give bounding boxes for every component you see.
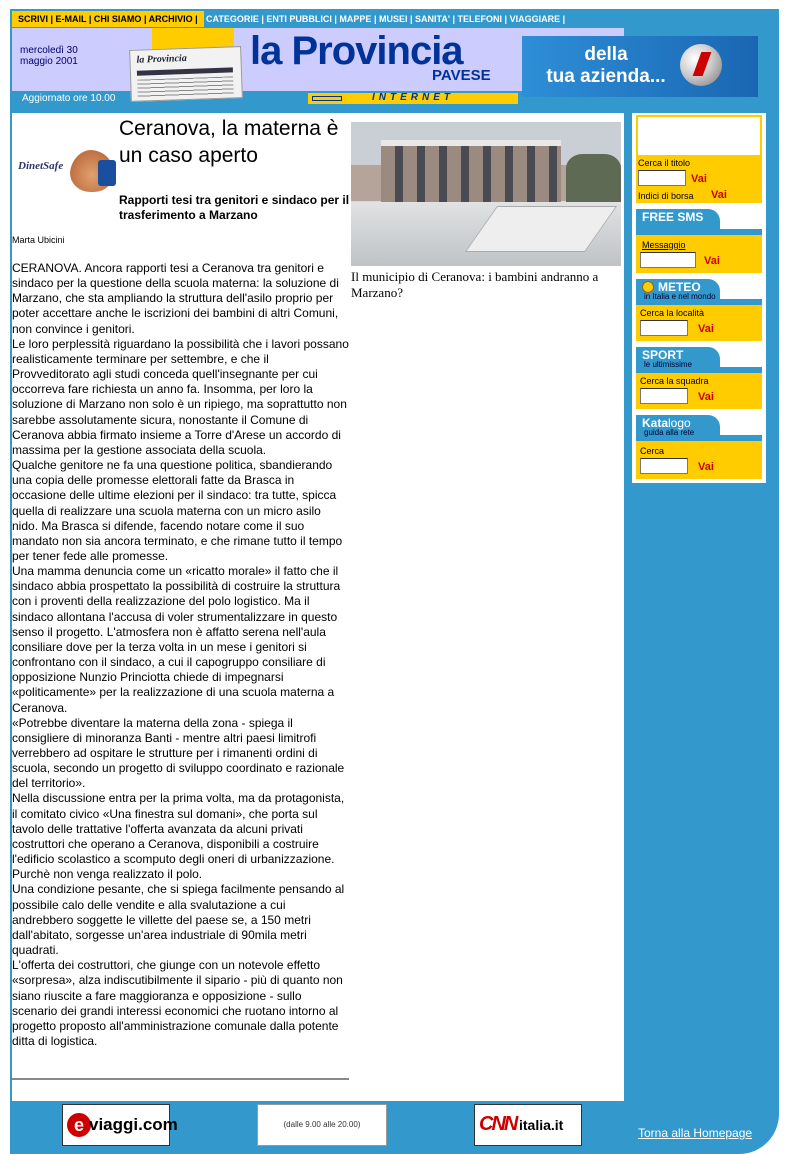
article-title: Ceranova, la materna è un caso aperto	[119, 117, 339, 167]
newspaper-title: la Provincia	[136, 52, 187, 66]
photo-trees	[566, 154, 621, 202]
top-nav-right	[206, 11, 636, 27]
ad-banner[interactable]	[522, 36, 758, 97]
article-divider	[12, 1078, 349, 1080]
header-update-time: Aggiornato ore 10.00	[22, 93, 116, 104]
katalogo-subtitle: guida alla rete	[644, 428, 695, 437]
homepage-link[interactable]: Torna alla Homepage	[638, 1126, 753, 1140]
newspaper-strip	[137, 67, 233, 75]
sport-title: SPORT	[642, 348, 684, 362]
eviaggi-logo-text: viaggi.com	[89, 1115, 178, 1134]
nav-separator: |	[407, 14, 416, 24]
nav-separator: |	[450, 14, 458, 24]
article-paragraph: Una mamma denuncia come un «ricatto morale» il fatto che il sindaco abbia prospettato la possibilità di costruire la struttura con i proventi della realizzazione del polo logistico. Ma il sindaco allontana l'accusa di voler strumentalizzare in questo senso il progetto. L'atmosfera non è affatto serena nell'aula consiliare dove per la terza volta in un mese i genitori si confrontano con il sindaco, a cui il capogruppo consiliare di opposizione Nunzio Princiotta chiede di impegnarsi «politicamente» per la realizzazione di una scuola materna a Ceranova.	[12, 564, 341, 715]
logo-dash	[312, 96, 342, 101]
nav-link-sanita[interactable]: SANITA'	[415, 14, 450, 24]
main-content	[12, 113, 624, 1101]
nav-link-musei[interactable]: MUSEI	[378, 14, 408, 24]
sms-tab	[636, 209, 762, 235]
article-paragraph: Una condizione pesante, che si spiega facilmente pensando al possibile calo delle vendite e alla svalutazione a cui andrebbero soggette le villette del paese se, a 150 metri dall'abitato, sorgesse un'area industriale di 90mila metri quadrati.	[12, 882, 345, 958]
article-paragraph: L'offerta dei costruttori, che giunge con un notevole effetto «sorpresa», alza indiscutibilmente il sipario - più di quanto non siano riuscite a fare maggioranza e opposizione - sullo scenario dei grandi interessi economici che ruotano intorno al progetto proposto all'amministrazione comunale dalla potente ditta di logistica.	[12, 958, 343, 1048]
nav-separator: |	[331, 14, 340, 24]
search-title-box	[636, 115, 762, 203]
right-sidebar	[632, 113, 766, 483]
meteo-go-button[interactable]: Vai	[698, 323, 714, 335]
meteo-location-input[interactable]	[640, 320, 688, 336]
photo-building	[381, 142, 561, 202]
meteo-title: METEO	[658, 280, 701, 294]
nav-link-scrivi[interactable]: SCRIVI	[18, 14, 49, 24]
photo-roof	[381, 140, 561, 146]
nav-link-archivio[interactable]: ARCHIVIO	[148, 14, 193, 24]
katalogo-search-label: Cerca	[640, 446, 665, 456]
top-nav-left	[12, 11, 204, 27]
nav-separator: |	[141, 14, 149, 24]
article-subtitle: Rapporti tesi tra genitori e sindaco per il trasferimento a Marzano	[119, 193, 350, 222]
katalogo-go-button[interactable]: Vai	[698, 461, 714, 473]
sport-tab	[636, 347, 762, 373]
dinet-safe-logo: DinetSafe	[18, 160, 64, 172]
header-date: mercoledì 30 maggio 2001	[20, 45, 78, 67]
sleeve-icon	[98, 160, 116, 186]
nav-separator: |	[371, 14, 379, 24]
article-paragraph: Nella discussione entra per la prima volta, ma da protagonista, il comitato civico «Una finestra sul domani», che porta sul tavolo delle trattative l'offerta avanzata da alcuni privati costruttori che operano a Ceranova, disponibili a costruire l'edificio scolastico a scomputo degli oneri di urbanizzazione. Purchè non venga realizzato il polo.	[12, 791, 345, 882]
nav-separator: |	[192, 14, 198, 24]
article-paragraph: Le loro perplessità riguardano la possibilità che i lavori possano realisticamente terminare per settembre, e che il Provveditorato agli studi conceda quell'insegnante per cui occorreva fare richiesta un anno fa. Insomma, per loro la soluzione di Marzano non solo è un ripiego, ma soprattutto non sarebbe assolutamente sicura, nonostante il Comune di Ceranova abbia firmato insieme a Torre d'Arese un accordo di massima per la gestione associata della scuola.	[12, 336, 349, 457]
newspaper-text-lines	[137, 76, 234, 97]
sport-box	[636, 373, 762, 409]
nav-separator: |	[502, 14, 510, 24]
sms-box	[636, 235, 762, 273]
hours-box	[257, 1104, 387, 1146]
hours-text: (dalle 9.00 alle 20.00)	[283, 1120, 361, 1129]
sport-go-button[interactable]: Vai	[698, 391, 714, 403]
site-logo-subtitle: PAVESE	[432, 67, 491, 84]
eviaggi-ad[interactable]	[62, 1104, 178, 1146]
site-logo-title[interactable]: la Provincia	[250, 29, 463, 73]
nav-link-telefoni[interactable]: TELEFONI	[457, 14, 503, 24]
katalogo-title-rest: logo	[668, 416, 691, 430]
sport-team-label: Cerca la squadra	[640, 376, 709, 386]
nav-link-chi-siamo[interactable]: CHI SIAMO	[93, 14, 142, 24]
sport-team-input[interactable]	[640, 388, 688, 404]
nav-separator: |	[86, 14, 94, 24]
katalogo-box	[636, 441, 762, 479]
nav-link-categorie[interactable]: CATEGORIE	[206, 14, 259, 24]
cnn-italia-text: italia.it	[519, 1117, 564, 1133]
newspaper-logo-image	[129, 46, 243, 102]
ad-ball-icon	[680, 44, 722, 86]
search-title-label: Cerca il titolo	[638, 158, 691, 168]
eviaggi-e-icon: e	[67, 1113, 91, 1137]
katalogo-title-bold: Kata	[642, 416, 669, 430]
katalogo-tab	[636, 415, 762, 441]
search-title-blank	[638, 117, 760, 155]
search-title-go-button[interactable]: Vai	[691, 173, 707, 185]
photo-caption: Il municipio di Ceranova: i bambini andranno a Marzano?	[351, 269, 599, 300]
meteo-subtitle: in Italia e nel mondo	[644, 292, 716, 301]
nav-link-mappe[interactable]: MAPPE	[339, 14, 372, 24]
nav-link-e-mail[interactable]: E-MAIL	[55, 14, 87, 24]
nav-link-viaggiare[interactable]: VIAGGIARE	[509, 14, 561, 24]
nav-separator: |	[560, 14, 566, 24]
dinet-safe-ad[interactable]	[18, 146, 114, 196]
article-paragraph: CERANOVA. Ancora rapporti tesi a Ceranova tra genitori e sindaco per la questione della scuola materna: la soluzione di Marzano, che sta ampliando la struttura dell'asilo proprio per poter accettare anche le iscrizioni dei bambini di altri Comuni, non convince i genitori.	[12, 261, 339, 336]
katalogo-search-input[interactable]	[640, 458, 688, 474]
article-photo	[351, 122, 621, 266]
sms-message-label[interactable]: Messaggio	[642, 240, 686, 250]
nav-link-enti-pubblici[interactable]: ENTI PUBBLICI	[266, 14, 332, 24]
sport-subtitle: le ultimissime	[644, 360, 693, 369]
sms-title: FREE SMS	[642, 210, 704, 224]
meteo-location-label: Cerca la località	[640, 308, 705, 318]
ad-banner-text: della tua azienda...	[546, 44, 666, 87]
stock-index-label[interactable]: Indici di borsa	[638, 191, 694, 201]
article-paragraph: «Potrebbe diventare la materna della zona - spiega il consigliere di minoranza Banti - mentre altri paesi limitrofi verrebbero ad ospitare le strutture per i rimanenti ordini di scuola, secondo un progetto di sviluppo coordinato e razionale del territorio».	[12, 715, 345, 791]
search-title-input[interactable]	[638, 170, 686, 186]
meteo-box	[636, 305, 762, 341]
sms-message-input[interactable]	[640, 252, 696, 268]
article-paragraph: Qualche genitore ne fa una questione politica, sbandierando una copia delle promesse elettorali fatte da Brasca in occasione delle ultime elezioni per il sindaco: tra tutte, spicca quella di realizzare una scuola materna con un micro asilo nido. Ma Brasca si difende, facendo notare come il suo mandato non sia ancora terminato, e che rimane tutto il tempo per tener fede alle promesse.	[12, 458, 343, 563]
stock-index-go-button[interactable]: Vai	[711, 189, 727, 201]
nav-separator: |	[258, 14, 267, 24]
sms-go-button[interactable]: Vai	[704, 255, 720, 267]
nav-separator: |	[48, 14, 56, 24]
article-body	[12, 261, 349, 1049]
article-author: Marta Ubicini	[12, 235, 65, 245]
cnn-italia-ad[interactable]	[474, 1104, 582, 1146]
meteo-tab	[636, 279, 762, 305]
logo-internet-label: INTERNET	[372, 92, 454, 103]
cnn-logo: CNN	[479, 1113, 517, 1135]
